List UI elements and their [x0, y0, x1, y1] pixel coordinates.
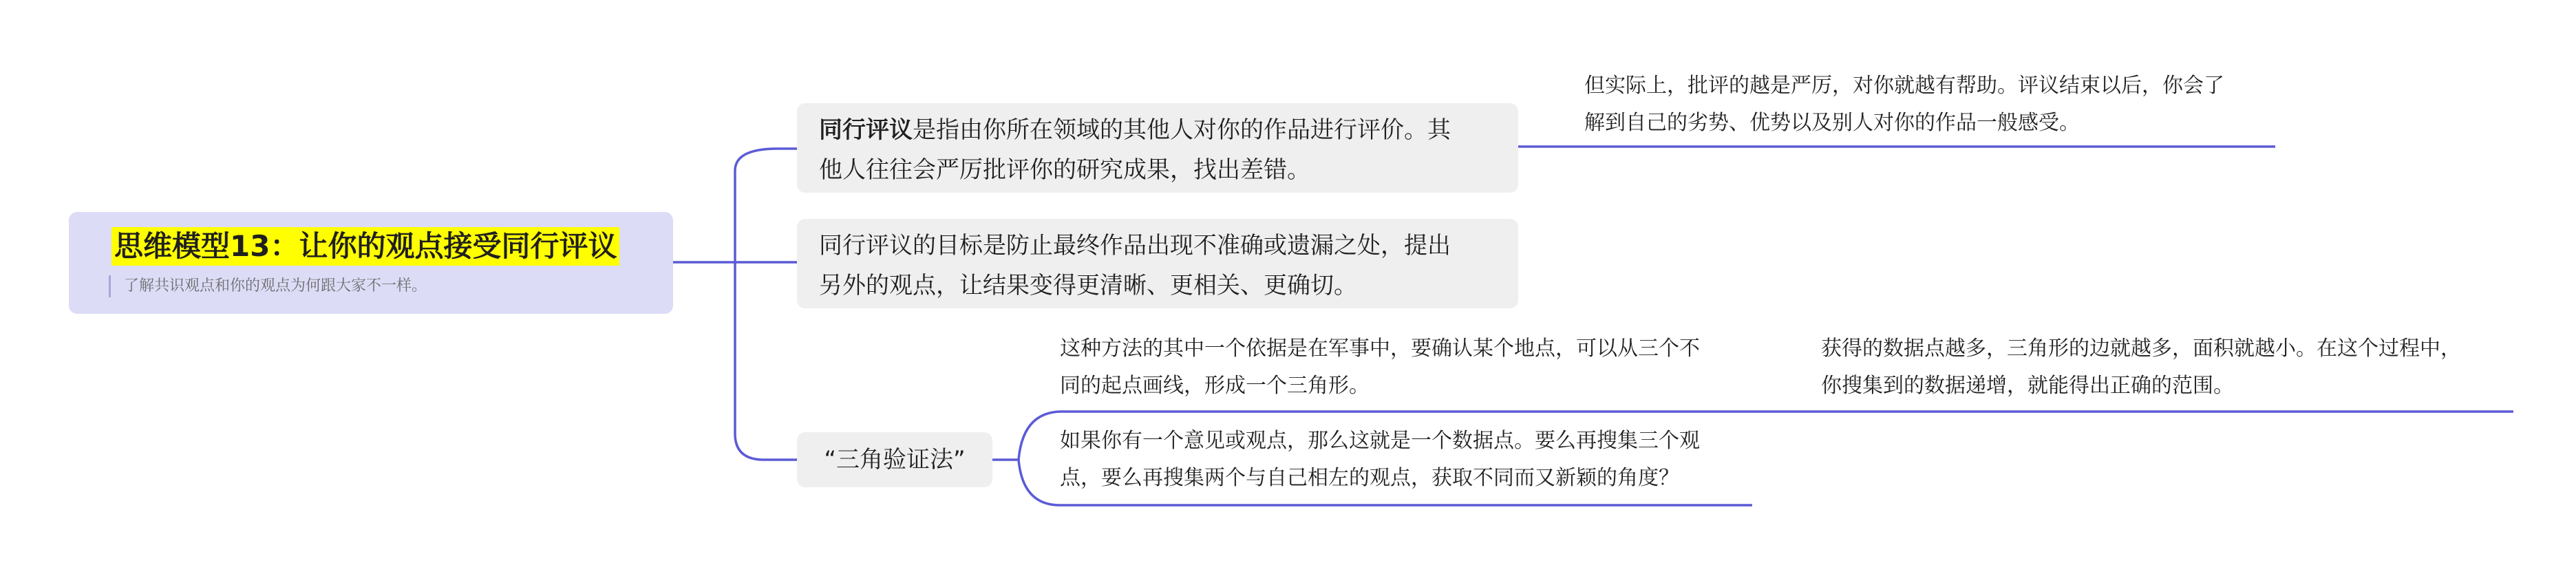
- subtopic-data-point[interactable]: [1060, 423, 1700, 497]
- goal-line2: 另外的观点，让结果变得更清晰、更相关、更确切。: [819, 272, 1357, 299]
- topic-goal[interactable]: [797, 219, 1518, 308]
- peer-review-line2: 他人往往会严厉批评你的研究成果，找出差错。: [819, 156, 1310, 184]
- military-line1: 这种方法的其中一个依据是在军事中，要确认某个地点，可以从三个不: [1060, 337, 1700, 361]
- military-line2: 同的起点画线，形成一个三角形。: [1060, 374, 1370, 398]
- criticism-line1: 但实际上，批评的越是严厉，对你就越有帮助。评议结束以后，你会了: [1584, 74, 2224, 98]
- goal-line1: 同行评议的目标是防止最终作品出现不准确或遗漏之处，提出: [819, 232, 1451, 259]
- root-title: 思维模型13：让你的观点接受同行评议: [111, 227, 619, 266]
- data-point-line1: 如果你有一个意见或观点，那么这就是一个数据点。要么再搜集三个观: [1060, 429, 1700, 453]
- more-points-line2: 你搜集到的数据递增，就能得出正确的范围。: [1821, 374, 2234, 398]
- criticism-line2: 解到自己的劣势、优势以及别人对你的作品一般感受。: [1584, 111, 2080, 135]
- subtopic-more-points[interactable]: [1821, 330, 2461, 405]
- peer-review-line1: [819, 110, 1496, 150]
- triangulation-label: “三角验证法”: [824, 446, 966, 474]
- data-point-line2: 点，要么再搜集两个与自己相左的观点，获取不同而又新颖的角度？: [1060, 466, 1679, 490]
- root-note: 了解共识观点和你的观点为何跟大家不一样。: [124, 277, 427, 295]
- subtopic-military[interactable]: [1060, 330, 1700, 405]
- connector-trunk: [735, 149, 797, 460]
- peer-review-term: 同行评议: [819, 116, 913, 144]
- root-topic[interactable]: [69, 212, 673, 314]
- more-points-line1: 获得的数据点越多，三角形的边就越多，面积就越小。在这个过程中，: [1821, 337, 2461, 361]
- note-bar: [109, 275, 111, 297]
- peer-review-rest: 是指由你所在领域的其他人对你的作品进行评价。其: [913, 116, 1451, 144]
- topic-triangulation[interactable]: [797, 432, 992, 487]
- subtopic-criticism[interactable]: [1584, 67, 2224, 142]
- topic-peer-review[interactable]: [797, 103, 1518, 193]
